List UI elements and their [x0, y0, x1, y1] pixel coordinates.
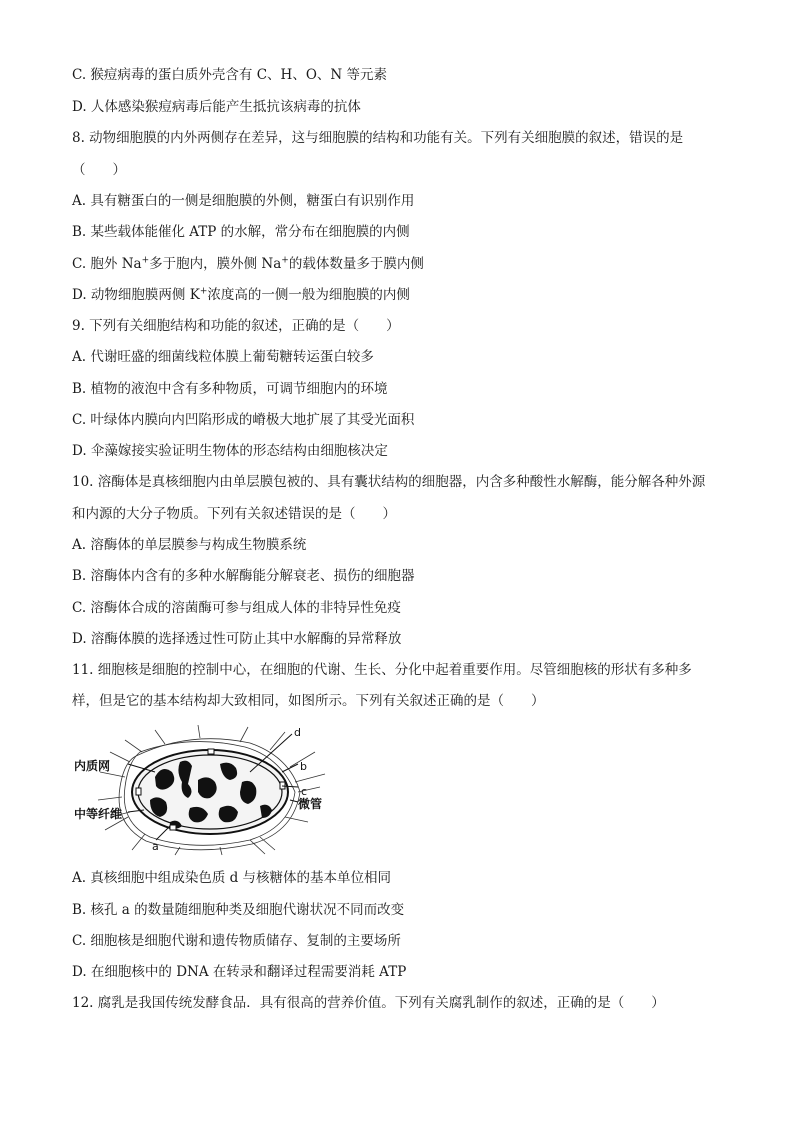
q11-option-c: C. 细胞核是细胞代谢和遗传物质储存、复制的主要场所	[72, 933, 401, 949]
q9-option-d: D. 伞藻嫁接实验证明生物体的形态结构由细胞核决定	[72, 443, 388, 459]
nucleus-diagram	[70, 722, 340, 857]
q10-option-b: B. 溶酶体内含有的多种水解酶能分解衰老、损伤的细胞器	[72, 568, 415, 584]
q11-stem-line1: 11. 细胞核是细胞的控制中心，在细胞的代谢、生长、分化中起着重要作用。尽管细胞核的形状有多种多	[72, 662, 692, 678]
q10-option-c: C. 溶酶体合成的溶菌酶可参与组成人体的非特异性免疫	[72, 600, 401, 616]
q11-option-d: D. 在细胞核中的 DNA 在转录和翻译过程需要消耗 ATP	[72, 964, 407, 980]
q8-option-c-part3: 的载体数量多于膜内侧	[288, 256, 424, 272]
q10-option-d: D. 溶酶体膜的选择透过性可防止其中水解酶的异常释放	[72, 631, 402, 647]
q11-stem-line2: 样，但是它的基本结构却大致相同，如图所示。下列有关叙述正确的是（ ）	[72, 693, 545, 709]
label-c: c	[301, 785, 308, 798]
q10-stem-line1: 10. 溶酶体是真核细胞内由单层膜包被的、具有囊状结构的细胞器，内含多种酸性水解酶，能分解各种外源	[72, 474, 706, 490]
q9-option-c: C. 叶绿体内膜向内凹陷形成的嵴极大地扩展了其受光面积	[72, 412, 415, 428]
q7-option-d: D. 人体感染猴痘病毒后能产生抵抗该病毒的抗体	[72, 99, 361, 115]
sodium-ion-charge: +	[141, 255, 150, 266]
label-intermediate-filament: 中等纤维	[74, 807, 123, 821]
q8-option-a: A. 具有糖蛋白的一侧是细胞膜的外侧，糖蛋白有识别作用	[72, 193, 415, 209]
label-endoplasmic-reticulum: 内质网	[74, 759, 111, 773]
q8-option-c-part2: 多于胞内，膜外侧 Na	[149, 256, 282, 272]
potassium-ion-charge: +	[199, 286, 208, 297]
sodium-ion-charge-2: +	[281, 255, 289, 266]
q9-option-b: B. 植物的液泡中含有多种物质，可调节细胞内的环境	[72, 381, 388, 397]
q12-stem: 12. 腐乳是我国传统发酵食品．具有很高的营养价值。下列有关腐乳制作的叙述，正确的是（ ）	[72, 995, 665, 1011]
label-a: a	[152, 840, 159, 853]
q11-option-b: B. 核孔 a 的数量随细胞种类及细胞代谢状况不同而改变	[72, 902, 405, 918]
q8-option-d	[72, 286, 410, 304]
q11-option-a: A. 真核细胞中组成染色质 d 与核糖体的基本单位相同	[72, 870, 392, 886]
q8-option-b: B. 某些载体能催化 ATP 的水解，常分布在细胞膜的内侧	[72, 224, 410, 240]
q8-stem-line1: 8. 动物细胞膜的内外两侧存在差异，这与细胞膜的结构和功能有关。下列有关细胞膜的叙述，错误的是	[72, 130, 684, 146]
q8-stem-line2: （ ）	[72, 162, 126, 178]
q9-stem: 9. 下列有关细胞结构和功能的叙述，正确的是（ ）	[72, 318, 400, 334]
q8-option-d-part1: D. 动物细胞膜两侧 K	[72, 287, 200, 303]
q10-option-a: A. 溶酶体的单层膜参与构成生物膜系统	[72, 537, 307, 553]
q8-option-c	[72, 255, 424, 273]
q9-option-a: A. 代谢旺盛的细菌线粒体膜上葡萄糖转运蛋白较多	[72, 349, 374, 365]
label-d: d	[294, 726, 301, 739]
q8-option-d-part2: 浓度高的一侧一般为细胞膜的内侧	[207, 287, 410, 303]
label-microtubule: 微管	[298, 797, 323, 811]
q10-stem-line2: 和内源的大分子物质。下列有关叙述错误的是（ ）	[72, 506, 396, 522]
label-b: b	[300, 760, 307, 773]
q8-option-c-part1: C. 胞外 Na	[72, 256, 142, 272]
q7-option-c: C. 猴痘病毒的蛋白质外壳含有 C、H、O、N 等元素	[72, 67, 387, 83]
